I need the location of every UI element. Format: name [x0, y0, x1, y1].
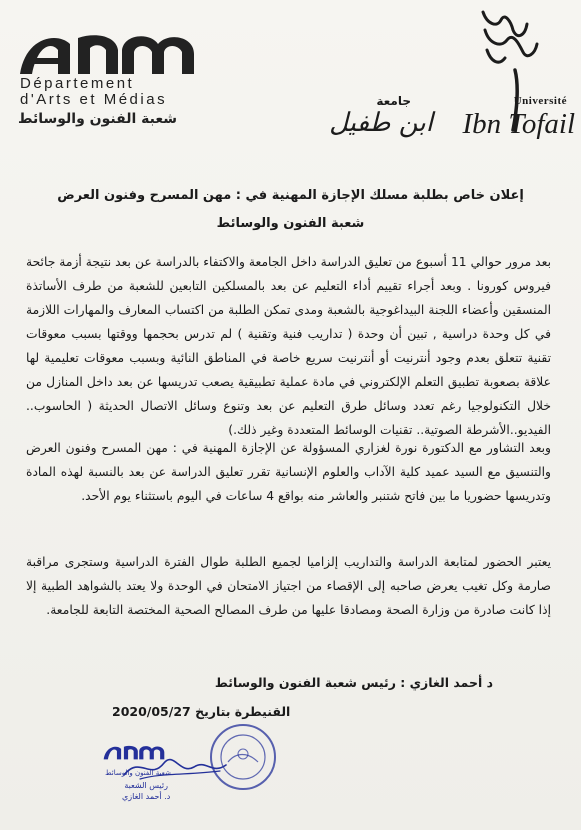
stamp-department-text: شعبة الفنون والوسائط — [105, 769, 171, 777]
stamp-signer-name: د. أحمد الغازي — [122, 792, 171, 801]
department-logo — [18, 30, 198, 127]
department-name-line2: d'Arts et Médias — [20, 91, 168, 108]
university-latin-name: Ibn Tofail — [462, 108, 575, 140]
university-arabic-name: ابن طفيل — [329, 108, 433, 138]
body-paragraph-3: يعتبر الحضور لمتابعة الدراسة والتداريب إلزاميا لجميع الطلبة طوال الفترة الدراسية وستجرى مراقبة صارمة وكل تغيب يعرض صاحبه إلى الإقصاء من اجتياز الامتحان في الوحدة ولا يعتد بالشواهد الطبية إلا إذا كانت صادرة من وزارة الصحة ومصادقا عليها من طرف المصالح الصحية المختصة التابعة للجامعة. — [26, 555, 551, 617]
stamp-signer-block — [122, 780, 170, 802]
stamp-signer-role: رئيس الشعبة — [124, 781, 168, 790]
signer-line: د أحمد الغازي : رئيس شعبة الفنون والوسائط — [214, 675, 493, 690]
announcement-subtitle: شعبة الفنون والوسائط — [216, 216, 365, 231]
university-arabic-label: جامعة — [376, 94, 411, 108]
body-paragraph-2: وبعد التشاور مع الدكتورة نورة لغزاري المسؤولة عن الإجازة المهنية في : مهن المسرح وفنون العرض والتنسيق مع السيد عميد كلية الآداب والعلوم الإنسانية تقرر تعليق الدراسة عن بعد بالنسبة لهذه المادة وتدريسها حضوريا ما بين فاتح شتنبر والعاشر منه بواقع 4 ساعات في اليوم باستثناء يوم الأحد. — [26, 441, 551, 503]
place-date-line: القنيطرة بتاريخ 2020/05/27 — [112, 704, 291, 719]
body-paragraph-1: بعد مرور حوالي 11 أسبوع من تعليق الدراسة داخل الجامعة والاكتفاء بالدراسة عن بعد نتيجة أزمة جائحة فيروس كورونا . وبعد أجراء تقييم أداء التعليم عن بعد بالمسلكين التابعين للشعبة من طرف الأساتذة المنسقين وأعضاء اللجنة البيداغوجية بالشعبة ومدى تمكن الطلبة من اكتساب المعارف والمهارات اللازمة في كل وحدة دراسية , تبين أن وحدة ( تداريب فنية وتقنية ) لم تدرس بحجمها ووقتها بسبب معوقات تقنية تتعلق بعدم وجود أنترنيت أو أنترنيت سريع خاصة في المناطق النائية وبسبب معوقات تعليمية لها علاقة بصعوبة تطبيق التعلم الإلكتروني في مادة عملية تطبيقية يصعب تدريسها عن بعد داخل المنازل من خلال التكنولوجيا رغم تعدد وسائل طرق التعليم عن بعد وتنوع وسائل الاتصال الحديثة ( الحاسوب.. الفيديو..الأشرطة الصوتية.. تقنيات الوسائط المتعددة وغير ذلك.) — [26, 255, 551, 437]
round-stamp-icon — [208, 722, 278, 792]
am-monogram-icon — [18, 30, 196, 76]
department-name-arabic: شعبة الفنون والوسائط — [18, 111, 178, 127]
department-name-line1: Département — [20, 75, 135, 92]
university-latin-label: Université — [513, 95, 567, 107]
announcement-title: إعلان خاص بطلبة مسلك الإجازة المهنية في : مهن المسرح وفنون العرض — [57, 188, 524, 203]
